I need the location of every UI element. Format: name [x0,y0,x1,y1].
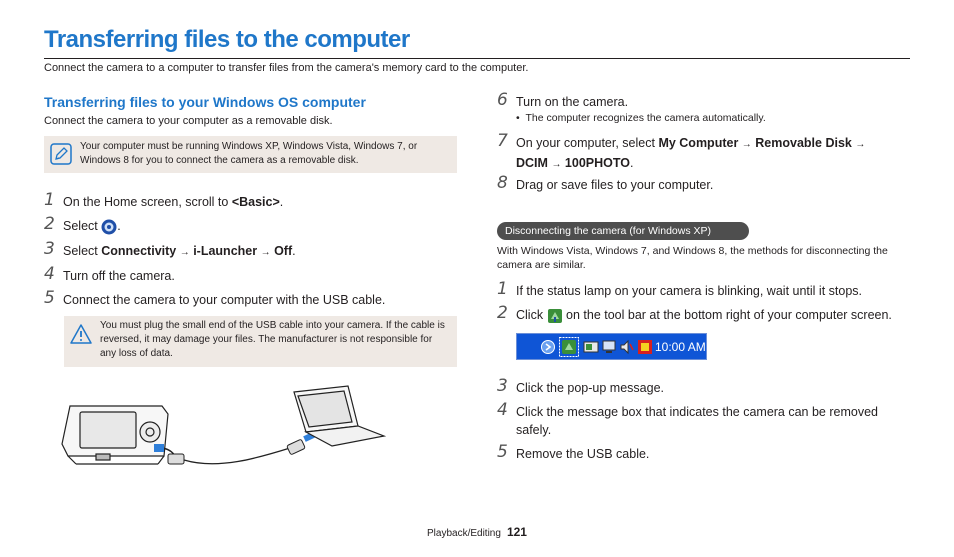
tray-clock: 10:00 AM [655,340,706,354]
step-number: 5 [44,288,55,308]
warning-triangle-icon [70,323,92,345]
step-number: 4 [497,400,508,420]
step-text: Select Connectivity → i-Launcher → Off. [63,244,296,258]
step-text: Drag or save files to your computer. [516,178,714,192]
step-number: 1 [44,190,55,210]
section-heading: Transferring files to your Windows OS computer [44,94,366,110]
usb-cable-icon [154,432,315,464]
tray-speaker-icon [619,339,635,355]
step-text: Click on the tool bar at the bottom right of your computer screen. [516,308,892,322]
title-rule [44,58,910,59]
step-text: Turn on the camera. [516,95,629,109]
camera-icon [62,406,168,464]
tray-network-icon [601,339,617,355]
note-warning [64,316,457,367]
step-number: 7 [497,131,508,151]
tray-app-icon [583,339,599,355]
note-requirement [44,136,457,173]
page-intro: Connect the camera to a computer to transfer files from the camera's memory card to the computer. [44,62,529,74]
page-footer [427,525,527,539]
windows-taskbar-tray [516,333,707,360]
step-text: If the status lamp on your camera is blinking, wait until it stops. [516,284,862,298]
camera-usb-laptop-illustration [58,382,388,482]
step-text: Connect the camera to your computer with the USB cable. [63,293,386,307]
page-number: 121 [506,525,527,539]
disconnect-heading: Disconnecting the camera (for Windows XP) [497,222,749,240]
section-subtext: Connect the camera to your computer as a removable disk. [44,115,333,127]
page-title: Transferring files to the computer [44,26,410,53]
step-number: 8 [497,173,508,193]
step-text: Select . [63,219,121,233]
step-text: On your computer, select My Computer → Removable Disk → DCIM → 100PHOTO. [516,136,866,170]
footer-section: Playback/Editing [427,528,501,539]
step-number: 1 [497,279,508,299]
step-number: 3 [44,239,55,259]
step-text: On the Home screen, scroll to <Basic>. [63,195,284,209]
step-6-bullet: • The computer recognizes the camera automatically. [516,112,766,124]
step-number: 5 [497,442,508,462]
safely-remove-hardware-icon [547,308,563,324]
step-text: Turn off the camera. [63,269,175,283]
tray-update-icon [637,339,653,355]
step-text: Click the message box that indicates the camera can be removed safely. [516,405,878,437]
step-number: 6 [497,90,508,110]
disconnect-subtext: With Windows Vista, Windows 7, and Windows 8, the methods for disconnecting the camera are similar. [497,245,888,271]
step-number: 2 [44,214,55,234]
note-warning-text: You must plug the small end of the USB cable into your camera. If the cable is reversed, it may damage your files. The manufacturer is not responsible for any loss of data. [100,320,445,359]
note-requirement-text: Your computer must be running Windows XP, Windows Vista, Windows 7, or Windows 8 for you to connect the camera as a removable disk. [80,141,418,166]
step-text: Click the pop-up message. [516,381,664,395]
settings-menu-icon [101,219,117,235]
safely-remove-hardware-icon[interactable] [559,337,579,357]
step-number: 2 [497,303,508,323]
note-pencil-icon [50,143,72,165]
step-text: Remove the USB cable. [516,447,650,461]
step-number: 4 [44,264,55,284]
tray-arrow-icon [541,340,555,354]
step-number: 3 [497,376,508,396]
